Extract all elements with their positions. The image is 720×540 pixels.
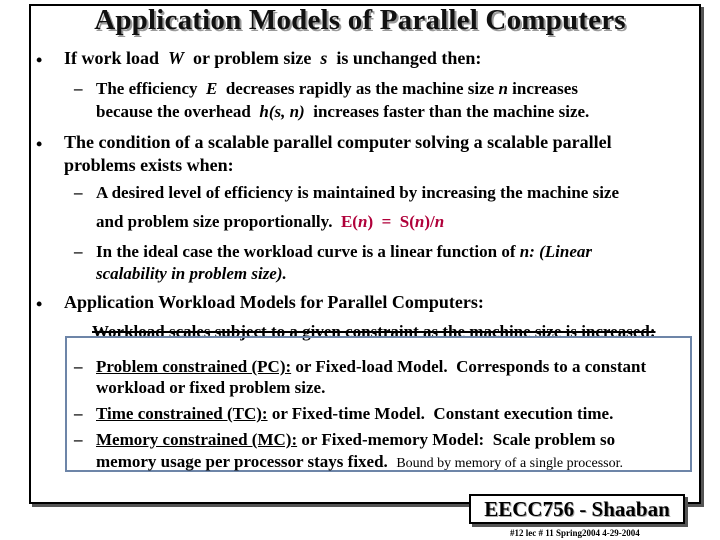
model-mc-line-2: memory usage per processor stays fixed. Bound by memory of a single processor. xyxy=(96,452,623,471)
bullet-1-text: If work load W or problem size s is unchanged then: xyxy=(64,48,482,68)
course-label-box xyxy=(469,494,685,524)
bullet-1-sub-line-2: because the overhead h(s, n) increases faster than the machine size. xyxy=(96,102,590,121)
efficiency-formula: E(n) = S(n)/n xyxy=(340,212,445,231)
bullet-2-sub-1-line-2: and problem size proportionally. E(n) = S(n)/n xyxy=(96,212,445,231)
bullet-2-sub-2-line-1: In the ideal case the workload curve is a linear function of n: (Linear xyxy=(96,242,592,261)
dash-marker: – xyxy=(74,183,83,202)
bullet-2-sub-1-line-1: A desired level of efficiency is maintained by increasing the machine size xyxy=(96,183,620,202)
bullet-2-line-2: problems exists when: xyxy=(64,155,234,175)
bullet-3-text: Application Workload Models for Parallel Computers: xyxy=(64,292,484,312)
dash-marker: – xyxy=(74,430,83,449)
dash-marker: – xyxy=(74,242,83,261)
model-tc-line: Time constrained (TC): or Fixed-time Model. Constant execution time. xyxy=(96,404,614,423)
bullet-marker: • xyxy=(36,294,43,314)
bullet-1-sub-line-1: The efficiency E decreases rapidly as the machine size n increases xyxy=(96,79,578,98)
workload-scales-heading: Workload scales subject to a given constraint as the machine size is increased: xyxy=(92,322,656,341)
model-pc-line-2: workload or fixed problem size. xyxy=(96,378,326,397)
model-mc-line-1: Memory constrained (MC): or Fixed-memory Model: Scale problem so xyxy=(96,430,616,449)
bullet-2-line-1: The condition of a scalable parallel computer solving a scalable parallel xyxy=(64,132,612,152)
dash-marker: – xyxy=(74,404,83,423)
dash-marker: – xyxy=(74,357,83,376)
course-label: EECC756 - Shaaban xyxy=(484,497,670,521)
slide-title: Application Models of Parallel Computers xyxy=(94,4,626,36)
bullet-marker: • xyxy=(36,134,43,154)
slide-info: #12 lec # 11 Spring2004 4-29-2004 xyxy=(510,528,640,538)
bullet-marker: • xyxy=(36,50,43,70)
bullet-2-sub-2-line-2: scalability in problem size). xyxy=(96,264,287,283)
dash-marker: – xyxy=(74,79,83,98)
model-pc-line-1: Problem constrained (PC): or Fixed-load Model. Corresponds to a constant xyxy=(96,357,647,376)
